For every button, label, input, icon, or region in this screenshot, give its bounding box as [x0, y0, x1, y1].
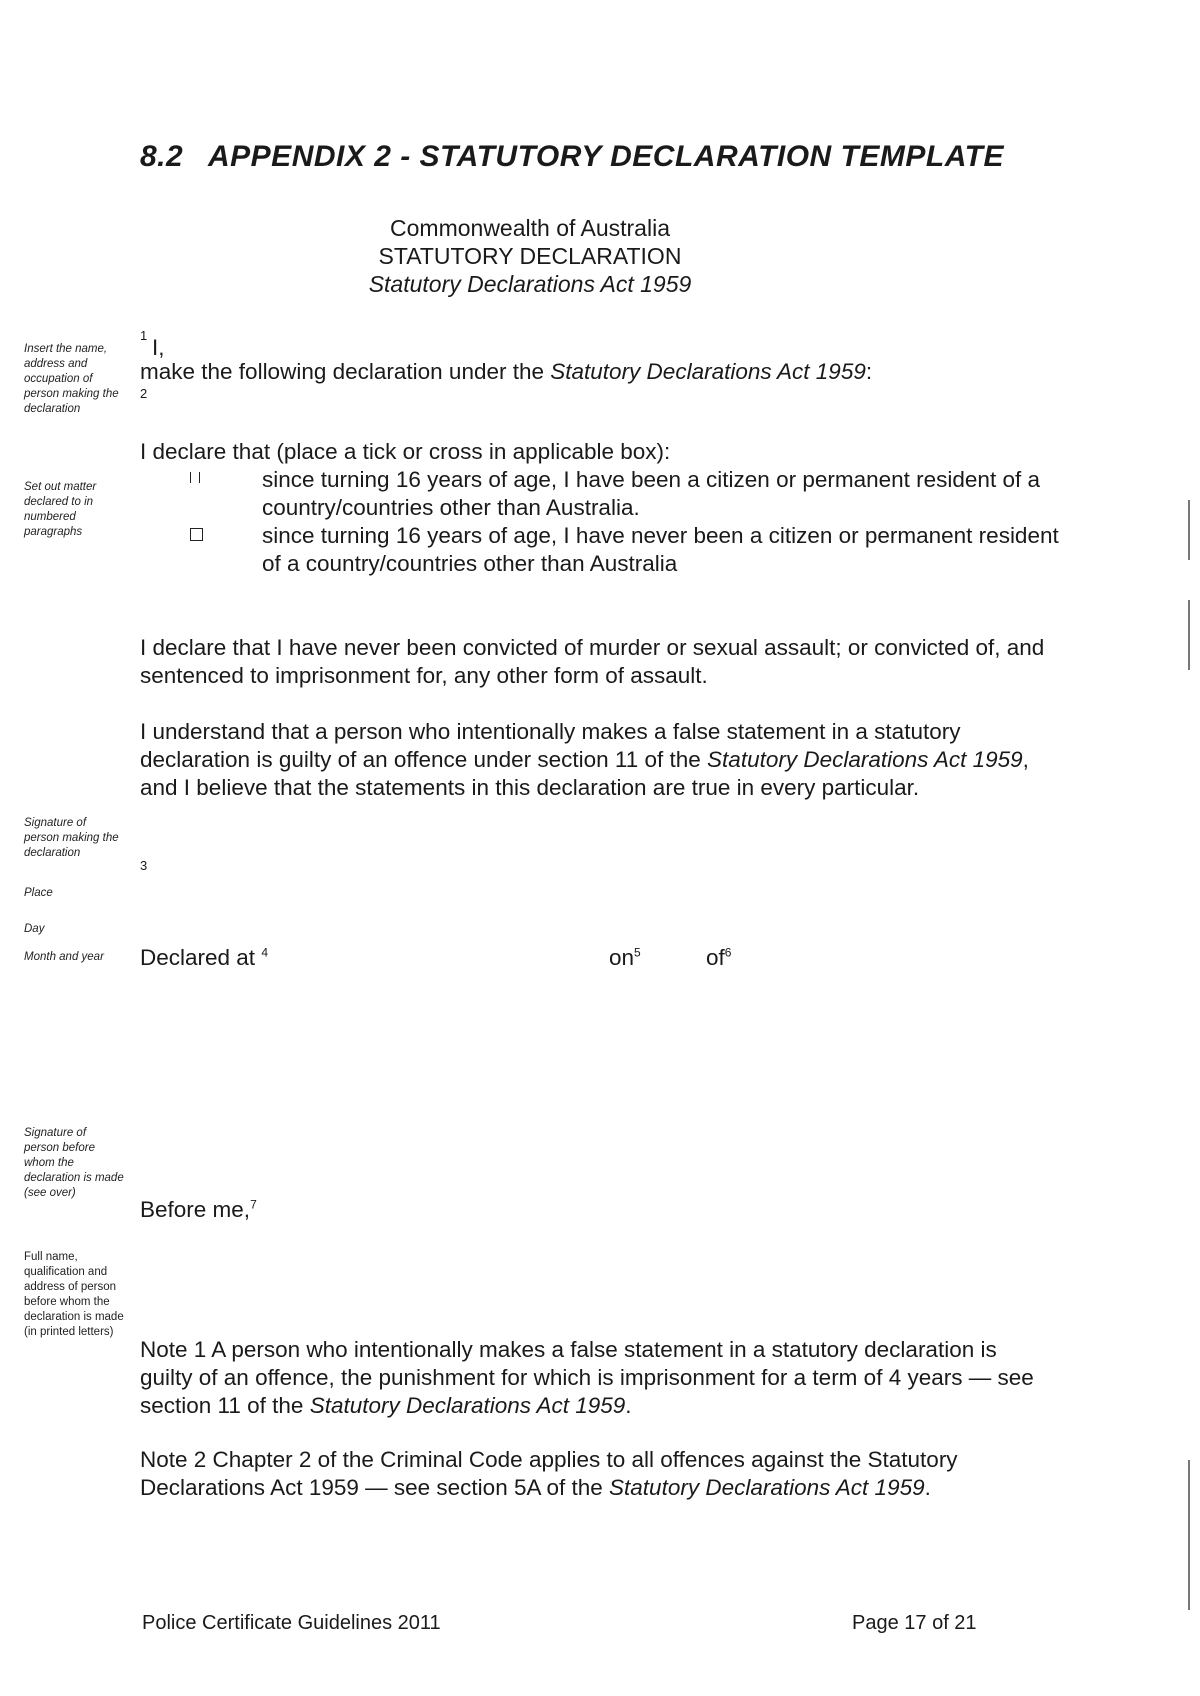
declaration-header: [300, 214, 760, 298]
before-me-label: Before me,: [140, 1197, 251, 1222]
section-heading: [140, 140, 1004, 174]
margin-note-full-name: Full name, qualification and address of person before whom the declaration is made (in printed letters): [24, 1251, 124, 1338]
on-label: on: [609, 945, 635, 970]
scan-edge-mark: [1188, 1460, 1190, 1610]
of-label-line: [706, 944, 796, 972]
colon: :: [865, 359, 873, 384]
note-2-text: Note 2 Chapter 2 of the Criminal Code applies to all offences against the Statutory Declarations Act 1959 — see section 5A of the: [140, 1447, 958, 1500]
margin-note-name-address: Insert the name, address and occupation of person making the declaration: [24, 343, 119, 415]
convicted-statement: I declare that I have never been convicted of murder or sexual assault; or convicted of, and sentenced to imprisonment for, any other form of assault.: [140, 635, 1045, 688]
understand-statement: [140, 718, 1060, 802]
declare-tick-instruction: I declare that (place a tick or cross in applicable box):: [140, 439, 671, 464]
scan-edge-mark: [1188, 500, 1190, 560]
footer-page-number: Page 17 of 21: [852, 1612, 977, 1634]
margin-note-set-out: Set out matter declared to in numbered paragraphs: [24, 481, 97, 538]
note-2: [140, 1446, 1055, 1502]
option-2-text: since turning 16 years of age, I have never been a citizen or permanent resident of a country/countries other than Australia: [262, 523, 1059, 576]
margin-note-month-year: Month and year: [24, 951, 104, 963]
option-citizen-other-country: [190, 466, 1070, 522]
understand-act-name: Statutory Declarations Act 1959: [707, 747, 1023, 772]
declared-at-line: [140, 944, 1060, 972]
checkbox-option-1[interactable]: [190, 472, 200, 483]
note-1-text: Note 1 A person who intentionally makes a false statement in a statutory declaration is guilty of an offence, the punishment for which is imprisonment for a term of 4 years — see section 11 of the: [140, 1337, 1034, 1418]
act-name: Statutory Declarations Act 1959: [550, 359, 866, 384]
footnote-4: 4: [261, 945, 269, 960]
footnote-1: 1: [140, 328, 148, 343]
section-number: 8.2: [140, 140, 184, 173]
header-act: Statutory Declarations Act 1959: [368, 271, 692, 297]
note-1-act: Statutory Declarations Act 1959: [309, 1393, 626, 1418]
note-2-act: Statutory Declarations Act 1959: [609, 1475, 925, 1500]
note-1: [140, 1336, 1055, 1420]
footnote-5: 5: [634, 945, 641, 960]
make-declaration-line: [140, 358, 1060, 386]
section-title: APPENDIX 2 - STATUTORY DECLARATION TEMPLATE: [208, 140, 1004, 173]
make-declaration-text: make the following declaration under the: [140, 359, 551, 384]
option-never-citizen-other-country: [190, 522, 1070, 578]
header-statutory-declaration: STATUTORY DECLARATION: [378, 243, 682, 269]
margin-note-signature-before: Signature of person before whom the declaration is made (see over): [24, 1127, 124, 1199]
margin-note-signature-person: Signature of person making the declaration: [24, 817, 119, 859]
declarant-name-line: I,: [152, 335, 165, 360]
declared-at-label: Declared at: [140, 945, 256, 970]
footnote-3: 3: [140, 858, 148, 873]
checkbox-option-2[interactable]: [190, 528, 203, 541]
footnote-7: 7: [250, 1197, 257, 1212]
header-commonwealth: Commonwealth of Australia: [390, 215, 670, 241]
before-me-line: [140, 1196, 1060, 1224]
note-1-suffix: .: [625, 1393, 632, 1418]
understand-text: I understand that a person who intentionally makes a false statement in a statutory declaration is guilty of an offence under section 11 of the: [140, 719, 961, 772]
on-label-line: [609, 944, 699, 972]
scan-edge-mark: [1188, 600, 1190, 670]
note-2-suffix: .: [924, 1475, 931, 1500]
margin-note-place: Place: [24, 887, 53, 899]
understand-suffix: , and I believe that the statements in this declaration are true in every particular.: [140, 747, 1029, 800]
margin-note-day: Day: [24, 923, 45, 935]
footnote-2: 2: [140, 386, 148, 401]
option-1-text: since turning 16 years of age, I have been a citizen or permanent resident of a country/countries other than Australia.: [262, 467, 1040, 520]
of-label: of: [706, 945, 725, 970]
footnote-6: 6: [724, 945, 732, 960]
footer-left: Police Certificate Guidelines 2011: [142, 1612, 441, 1634]
